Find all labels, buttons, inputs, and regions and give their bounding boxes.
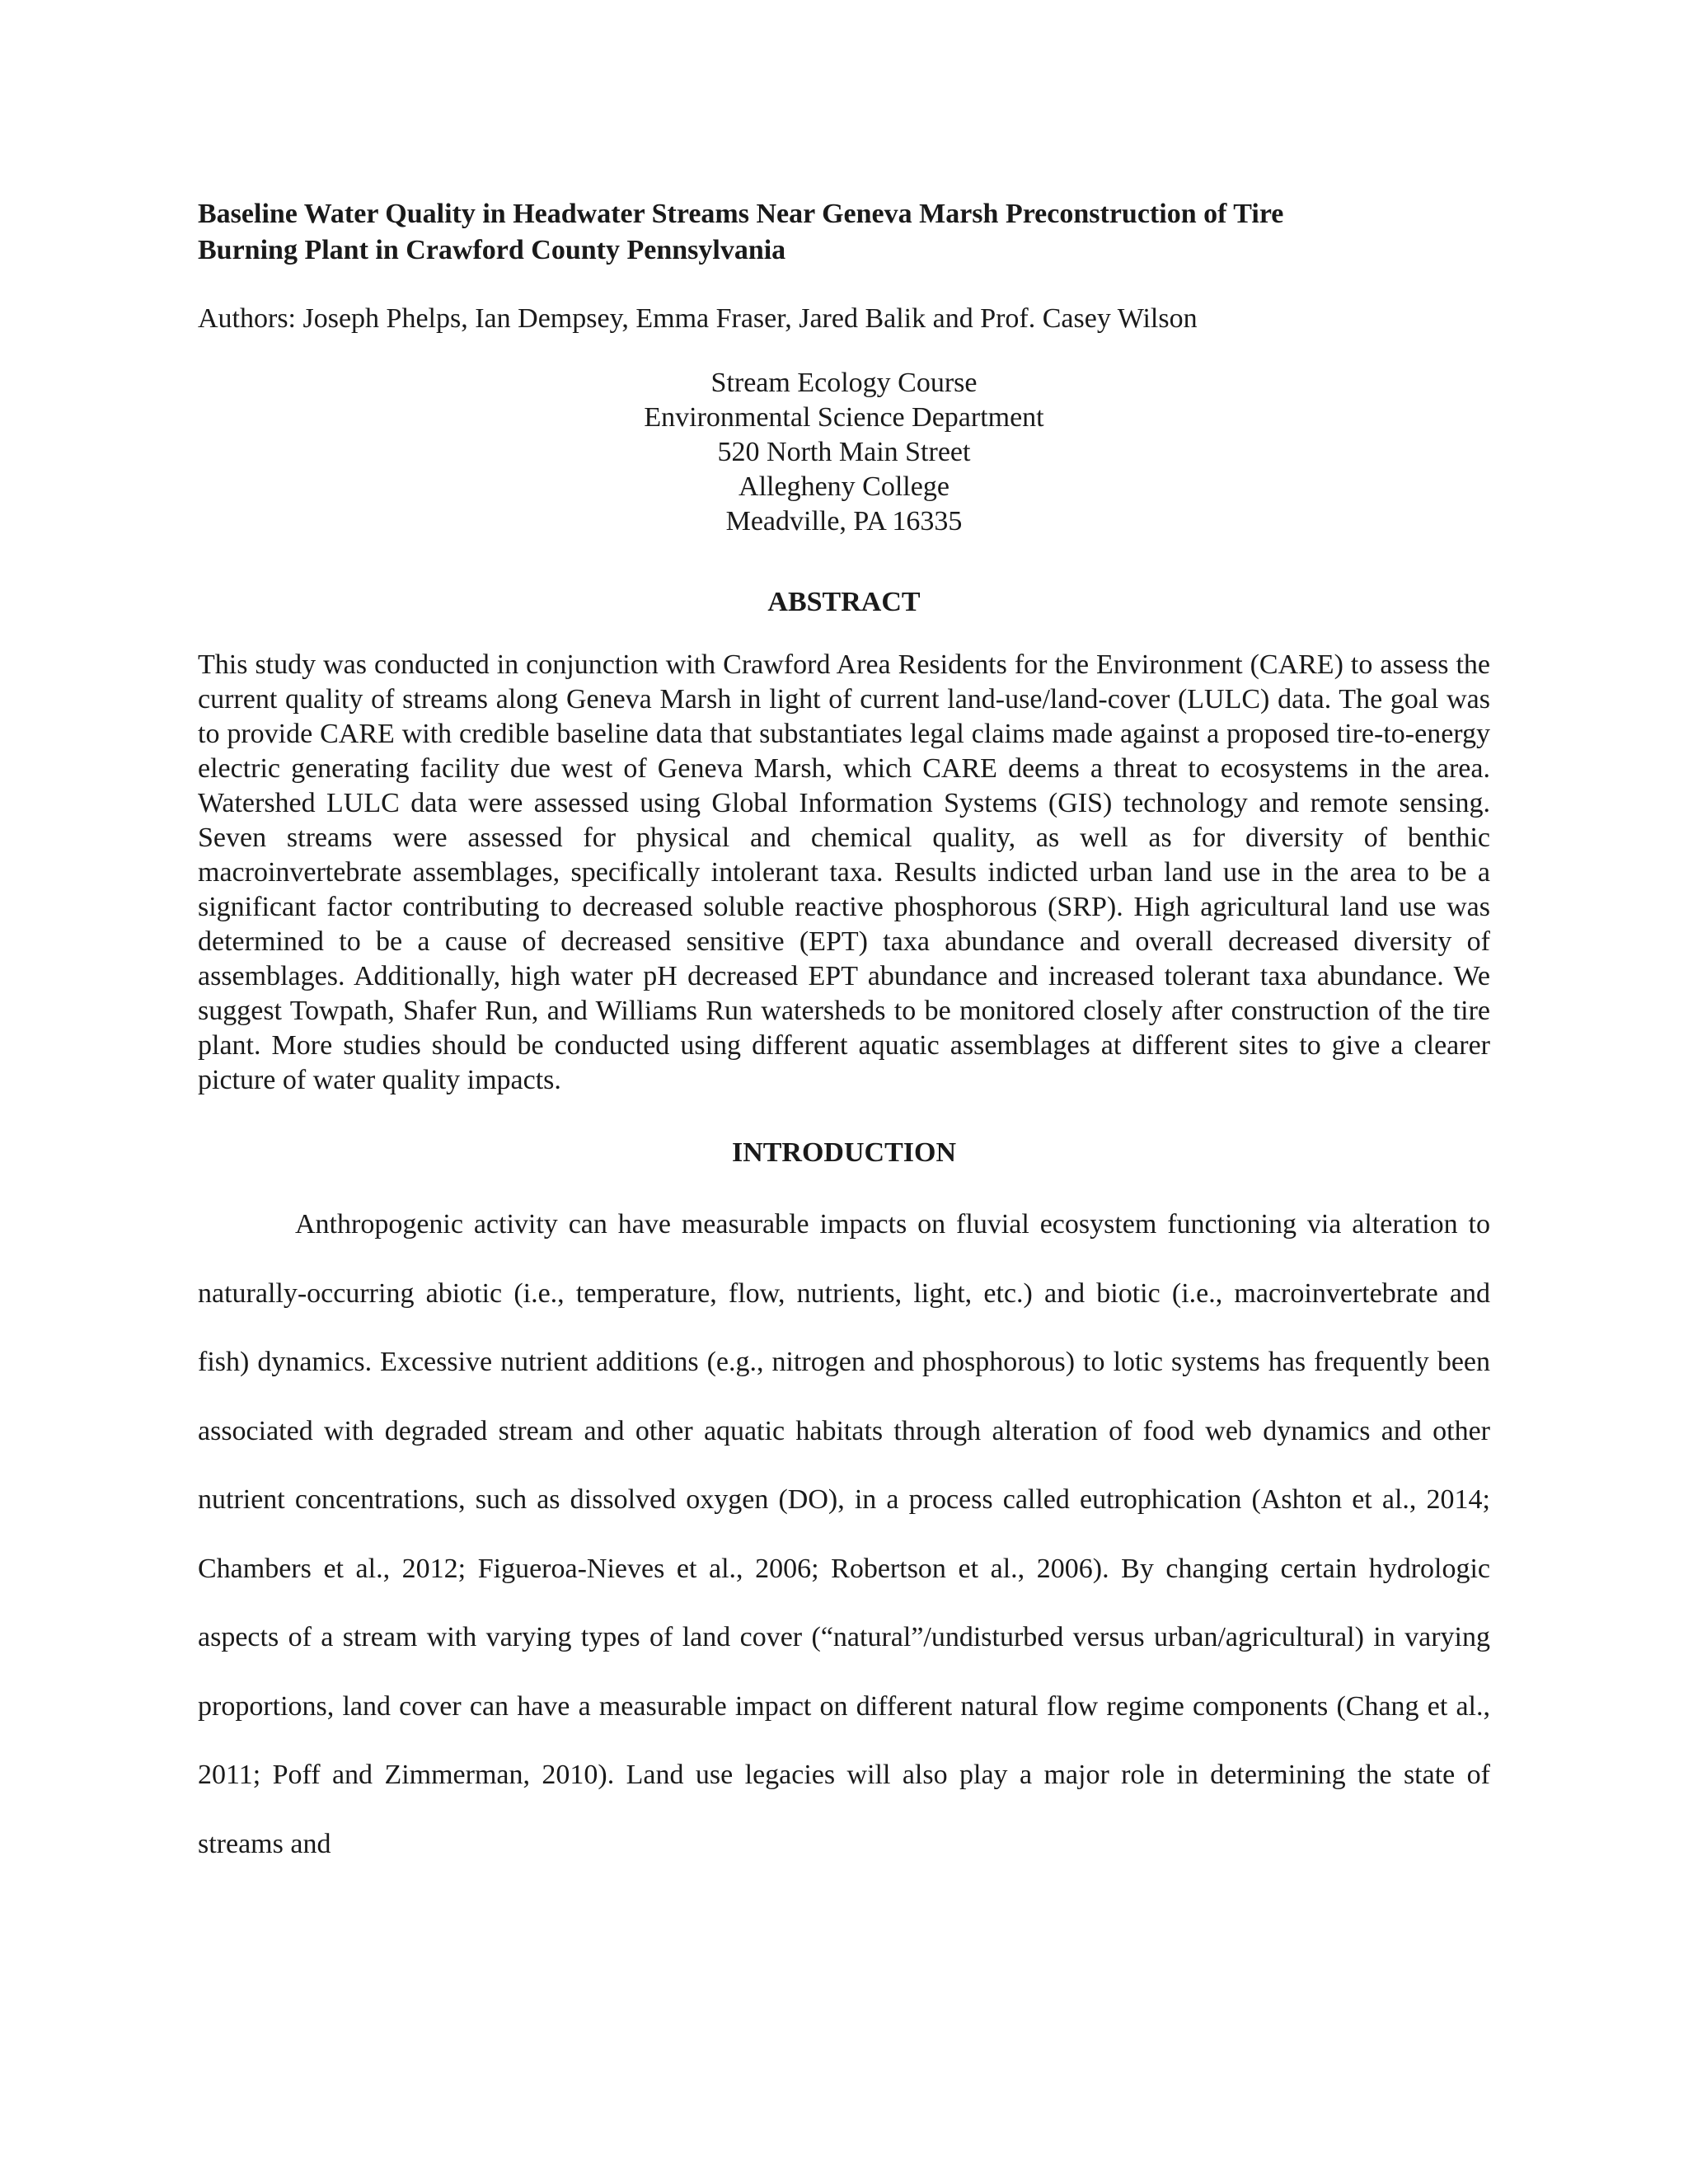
introduction-heading: INTRODUCTION [731,1137,957,1168]
abstract-paragraph: This study was conducted in conjunction with Crawford Area Residents for the Environment (CARE) to assess the current quality of streams along Geneva Marsh in light of current land-use/land-cover (LULC) data. The goal was to provide CARE with credible baseline data that substantiates legal claims made against a proposed tire-to-energy electric generating facility due west of Geneva Marsh, which CARE deems a threat to ecosystems in the area. Watershed LULC data were assessed using Global Information Systems (GIS) technology and remote sensing. Seven streams were assessed for physical and chemical quality, as well as for diversity of benthic macroinvertebrate assemblages, specifically intolerant taxa. Results indicted urban land use in the area to be a significant factor contributing to decreased soluble reactive phosphorous (SRP). High agricultural land use was determined to be a cause of decreased sensitive (EPT) taxa abundance and overall decreased diversity of assemblages. Additionally, high water pH decreased EPT abundance and increased tolerant taxa abundance. We suggest Towpath, Shafer Run, and Williams Run watersheds to be monitored closely after construction of the tire plant. More studies should be conducted using different aquatic assemblages at different sites to give a clearer picture of water quality impacts. [198,649,1490,1095]
affiliation-street: 520 North Main Street [717,437,971,467]
affiliation-block [198,366,1490,539]
paper-title [198,196,1490,269]
paper-title-line-1: Baseline Water Quality in Headwater Streams Near Geneva Marsh Preconstruction of Tire [198,199,1284,229]
affiliation-college: Allegheny College [738,471,950,502]
abstract-heading: ABSTRACT [767,587,921,617]
affiliation-department: Environmental Science Department [644,402,1044,433]
paper-title-line-2: Burning Plant in Crawford County Pennsylvania [198,235,786,265]
affiliation-city: Meadville, PA 16335 [725,506,963,537]
introduction-paragraph: Anthropogenic activity can have measurable impacts on fluvial ecosystem functioning via alteration to naturally-occurring abiotic (i.e., temperature, flow, nutrients, light, etc.) and biotic (i.e., macroinvertebrate and fish) dynamics. Excessive nutrient additions (e.g., nitrogen and phosphorous) to lotic systems has frequently been associated with degraded stream and other aquatic habitats through alteration of food web dynamics and other nutrient concentrations, such as dissolved oxygen (DO), in a process called eutrophication (Ashton et al., 2014; Chambers et al., 2012; Figueroa-Nieves et al., 2006; Robertson et al., 2006). By changing certain hydrologic aspects of a stream with varying types of land cover (“natural”/undisturbed versus urban/agricultural) in varying proportions, land cover can have a measurable impact on different natural flow regime components (Chang et al., 2011; Poff and Zimmerman, 2010). Land use legacies will also play a major role in determining the state of streams and [198,1209,1490,1859]
authors-line: Authors: Joseph Phelps, Ian Dempsey, Emma Fraser, Jared Balik and Prof. Casey Wilson [198,303,1198,334]
affiliation-course: Stream Ecology Course [710,368,978,398]
page-content [198,196,1490,1878]
